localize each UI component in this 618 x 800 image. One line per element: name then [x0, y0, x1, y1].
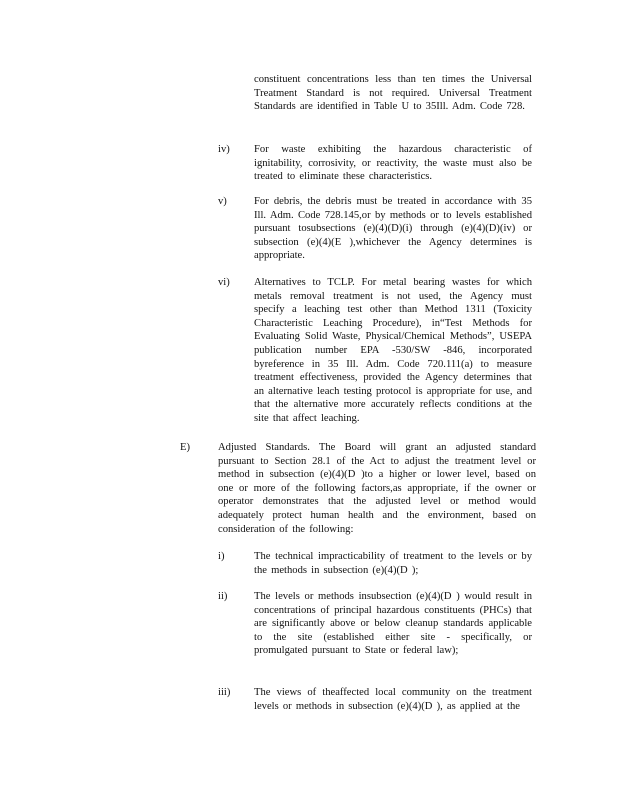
item-text-iii: The views of theaffected local community on the treatment levels or methods in subsection (e)(4)(D ), as applied at the [254, 687, 532, 712]
item-label-i: i) [218, 551, 225, 562]
item-text-i: The technical impracticability of treatment to the levels or by the methods in subsection (e)(4)(D ); [254, 551, 532, 576]
item-label-vi: vi) [218, 277, 230, 288]
item-text-vi: Alternatives to TCLP. For metal bearing wastes for which metals removal treatment is not used, the Agency must specify a leaching test other than Method 1311 (Toxicity Characteristic Leaching Procedure), in“Test Methods for Evaluating Solid Waste, Physical/Chemical Methods”, USEPA publication number EPA -530/SW -846, incorporated byreference in 35 Ill. Adm. Code 720.111(a) to measure treatment effectiveness, provided the Agency determines that an alternative leach testing protocol is appropriate for use, and that the alternative more accurately reflects conditions at the site that affect leaching. [254, 277, 532, 424]
item-text-v: For debris, the debris must be treated in accordance with 35 Ill. Adm. Code 728.145,or by methods or to levels established pursuant tosubsections (e)(4)(D)(i) through (e)(4)(D)(iv) or subsection (e)(4)(E ),whichever the Agency determines is appropriate. [254, 196, 532, 262]
item-label-iii: iii) [218, 687, 231, 698]
continuation-paragraph: constituent concentrations less than ten times the Universal Treatment Standard is not required. Universal Treatment Standards are identified in Table U to 35Ill. Adm. Code 728. [254, 74, 532, 113]
item-label-iv: iv) [218, 144, 230, 155]
section-label-e: E) [180, 442, 190, 453]
item-text-ii: The levels or methods insubsection (e)(4)(D ) would result in concentrations of principal hazardous constituents (PHCs) that are significantly above or below cleanup standards applicable to the site (established either site - specifically, or promulgated pursuant to State or federal law); [254, 591, 532, 657]
item-text-iv: For waste exhibiting the hazardous characteristic of ignitability, corrosivity, or reactivity, the waste must also be treated to eliminate these characteristics. [254, 144, 532, 183]
item-label-ii: ii) [218, 591, 228, 602]
item-label-v: v) [218, 196, 227, 207]
section-text-e: Adjusted Standards. The Board will grant an adjusted standard pursuant to Section 28.1 of the Act to adjust the treatment level or method in subsection (e)(4)(D )to a higher or lower level, based on one or more of the following factors,as appropriate, if the owner or operator demonstrates that the adjusted level or method would adequately protect human health and the environment, based on consideration of the following: [218, 442, 536, 535]
